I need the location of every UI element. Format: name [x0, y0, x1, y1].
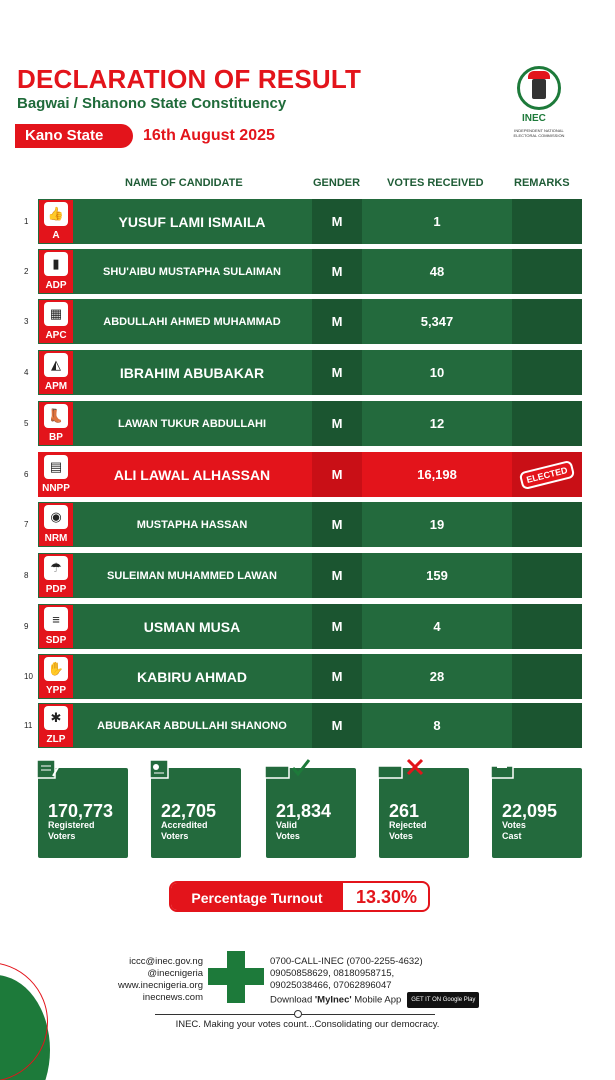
party-abbr: ZLP: [46, 734, 66, 745]
row-number: 11: [24, 721, 33, 730]
remark-cell: [512, 703, 582, 748]
stat-label: [276, 820, 354, 842]
votes-received: 12: [429, 416, 445, 431]
party-logo: [39, 200, 73, 243]
candidate-gender: M: [312, 199, 362, 244]
social-handle[interactable]: @inecnigeria: [147, 968, 203, 979]
table-row-elected: [24, 452, 582, 497]
social-icons-cross: [208, 951, 264, 1003]
remark-cell: [512, 654, 582, 699]
party-abbr: YPP: [45, 685, 66, 696]
party-abbr: APC: [45, 330, 67, 341]
stat-valid-votes: [266, 768, 356, 858]
boot-logo-icon: 👢: [44, 404, 68, 428]
stat-value: 261: [389, 801, 420, 821]
table-row: [24, 249, 582, 294]
sdp-logo-icon: ≡: [44, 607, 68, 631]
inec-logo: [513, 66, 565, 156]
page-title: DECLARATION OF RESULT: [17, 64, 362, 94]
email-link[interactable]: iccc@inec.gov.ng: [129, 956, 203, 967]
votes-received: 4: [433, 619, 441, 634]
percentage-turnout: [169, 881, 430, 912]
apm-logo-icon: ◭: [44, 353, 68, 377]
nnpp-logo-icon: ▤: [44, 455, 68, 479]
footer-contacts: [90, 956, 203, 1004]
votes-received: 16,198: [417, 467, 457, 482]
header-votes: VOTES RECEIVED: [387, 177, 484, 189]
footer-divider-dot: [294, 1010, 302, 1018]
candidate-name: SHU'AIBU MUSTAPHA SULAIMAN: [103, 265, 281, 278]
table-row: [24, 299, 582, 344]
download-text: Download: [270, 994, 315, 1006]
app-download: [270, 992, 510, 1008]
stat-label-line: Voters: [48, 831, 76, 841]
table-row: [24, 703, 582, 748]
stat-label-line: Accredited: [161, 820, 208, 830]
phone-line: 09050858629, 08180958715,: [270, 968, 395, 979]
candidate-gender: M: [312, 401, 362, 446]
pdp-umbrella-icon: ☂: [44, 556, 68, 580]
news-link[interactable]: inecnews.com: [142, 992, 203, 1003]
row-number: 4: [24, 368, 29, 377]
stat-label-line: Rejected: [389, 820, 427, 830]
row-number: 5: [24, 419, 29, 428]
party-logo: [39, 351, 73, 394]
table-row: [24, 553, 582, 598]
row-number: 7: [24, 520, 29, 529]
website-link[interactable]: www.inecnigeria.org: [117, 980, 203, 991]
stat-label: [389, 820, 467, 842]
party-logo: [39, 503, 73, 546]
party-logo: [39, 704, 73, 747]
stat-label-line: Votes: [389, 831, 413, 841]
header-gender: GENDER: [313, 177, 361, 189]
votes-received: 19: [429, 517, 445, 532]
candidate-gender: M: [312, 249, 362, 294]
election-date: 16th August 2025: [143, 127, 275, 144]
votes-received: 48: [429, 264, 445, 279]
adp-logo-icon: ▮: [44, 252, 68, 276]
constituency-subtitle: Bagwai / Shanono State Constituency: [17, 95, 287, 112]
stat-label: [502, 820, 580, 842]
party-logo: [39, 554, 73, 597]
party-logo: [39, 655, 73, 698]
remark-cell: [512, 401, 582, 446]
remark-cell: [512, 553, 582, 598]
remark-cell: [512, 502, 582, 547]
stat-label-line: Valid: [276, 820, 298, 830]
party-logo: [39, 453, 73, 496]
ballot-box-icon: [489, 758, 515, 780]
stat-registered-voters: [38, 768, 128, 858]
candidate-gender: M: [312, 703, 362, 748]
party-logo: [39, 300, 73, 343]
candidate-gender: M: [312, 299, 362, 344]
stat-value: 21,834: [276, 801, 332, 821]
stat-label-line: Voters: [161, 831, 189, 841]
votes-received: 5,347: [420, 314, 454, 329]
stat-label: [161, 820, 239, 842]
candidate-gender: M: [312, 350, 362, 395]
remark-cell: [512, 199, 582, 244]
register-book-icon: [35, 758, 61, 780]
table-row: [24, 199, 582, 244]
party-logo: [39, 250, 73, 293]
remark-cell: [512, 299, 582, 344]
table-row: [24, 350, 582, 395]
stat-label-line: Votes: [276, 831, 300, 841]
stat-value: 22,705: [161, 801, 217, 821]
candidate-name: IBRAHIM ABUBAKAR: [119, 364, 265, 381]
candidate-name: MUSTAPHA HASSAN: [136, 518, 248, 531]
candidate-gender: M: [312, 553, 362, 598]
ballot-check-icon: [263, 758, 311, 780]
votes-received: 8: [433, 718, 441, 733]
party-abbr: APM: [44, 381, 68, 392]
candidate-name: ABUBAKAR ABDULLAHI SHANONO: [97, 719, 287, 732]
stat-label-line: Cast: [502, 831, 522, 841]
stat-label-line: Votes: [502, 820, 526, 830]
row-number: 1: [24, 217, 29, 226]
table-row: [24, 401, 582, 446]
app-name: 'MyInec': [314, 994, 352, 1006]
party-logo: [39, 402, 73, 445]
stat-label-line: Registered: [48, 820, 95, 830]
remark-cell: [512, 452, 582, 497]
turnout-value: 13.30%: [355, 887, 418, 907]
candidate-gender: M: [312, 604, 362, 649]
table-row: [24, 604, 582, 649]
party-logo: [39, 605, 73, 648]
id-card-icon: [148, 758, 174, 780]
stat-label: [48, 820, 126, 842]
stat-rejected-votes: [379, 768, 469, 858]
apc-logo-icon: ▦: [44, 302, 68, 326]
stat-value: 22,095: [502, 801, 558, 821]
remark-cell: [512, 604, 582, 649]
row-number: 9: [24, 622, 29, 631]
party-abbr: SDP: [45, 635, 67, 646]
footer-phones: [270, 956, 510, 1008]
ypp-logo-icon: ✋: [44, 657, 68, 681]
download-text: Mobile App: [351, 994, 402, 1006]
stat-accredited-voters: [151, 768, 241, 858]
candidate-name: SULEIMAN MUHAMMED LAWAN: [107, 569, 277, 582]
party-abbr: BP: [49, 432, 63, 443]
ballot-cross-icon: [376, 758, 424, 780]
party-abbr: NRM: [44, 533, 68, 544]
party-abbr: NNPP: [42, 483, 70, 494]
party-abbr: A: [52, 230, 60, 241]
nrm-logo-icon: ◉: [44, 505, 68, 529]
votes-received: 10: [429, 365, 445, 380]
candidate-gender: M: [312, 654, 362, 699]
thumbs-up-icon: 👍: [44, 202, 68, 226]
party-abbr: PDP: [45, 584, 67, 595]
candidate-gender: M: [312, 452, 362, 497]
phone-line: 09025038466, 07062896047: [270, 980, 392, 991]
state-badge: Kano State: [15, 124, 133, 148]
table-header: [0, 177, 615, 191]
table-row: [24, 654, 582, 699]
stat-value: 170,773: [48, 801, 114, 821]
row-number: 3: [24, 317, 29, 326]
turnout-label: Percentage Turnout: [171, 883, 343, 912]
row-number: 8: [24, 571, 29, 580]
party-abbr: ADP: [45, 280, 67, 291]
candidate-name: KABIRU AHMAD: [137, 668, 247, 685]
phone-line: 0700-CALL-INEC (0700-2255-4632): [270, 956, 423, 967]
elected-stamp: ELECTED: [519, 459, 576, 490]
commission-name: INDEPENDENT NATIONAL ELECTORAL COMMISSION: [513, 128, 565, 138]
votes-received: 28: [429, 669, 445, 684]
candidate-name: ALI LAWAL ALHASSAN: [113, 466, 271, 483]
stat-votes-cast: [492, 768, 582, 858]
votes-received: 159: [426, 568, 448, 583]
header-candidate: NAME OF CANDIDATE: [125, 177, 243, 189]
header-remarks: REMARKS: [514, 177, 570, 189]
cross-horizontal: [208, 968, 264, 985]
coat-of-arms-icon: [517, 66, 561, 110]
remark-cell: [512, 249, 582, 294]
inec-logo-text: INEC: [522, 113, 546, 124]
row-number: 10: [24, 672, 33, 681]
candidate-name: LAWAN TUKUR ABDULLAHI: [117, 417, 267, 430]
votes-received: 1: [433, 214, 441, 229]
candidate-name: USMAN MUSA: [143, 618, 241, 635]
row-number: 6: [24, 470, 29, 479]
candidate-name: YUSUF LAMI ISMAILA: [118, 213, 266, 230]
candidate-gender: M: [312, 502, 362, 547]
table-row: [24, 502, 582, 547]
zlp-logo-icon: ✱: [44, 706, 68, 730]
candidate-name: ABDULLAHI AHMED MUHAMMAD: [103, 315, 281, 328]
remark-cell: [512, 350, 582, 395]
row-number: 2: [24, 267, 29, 276]
google-play-badge[interactable]: GET IT ON Google Play: [407, 992, 479, 1008]
footer-tagline: INEC. Making your votes count...Consolidating our democracy.: [175, 1019, 440, 1030]
